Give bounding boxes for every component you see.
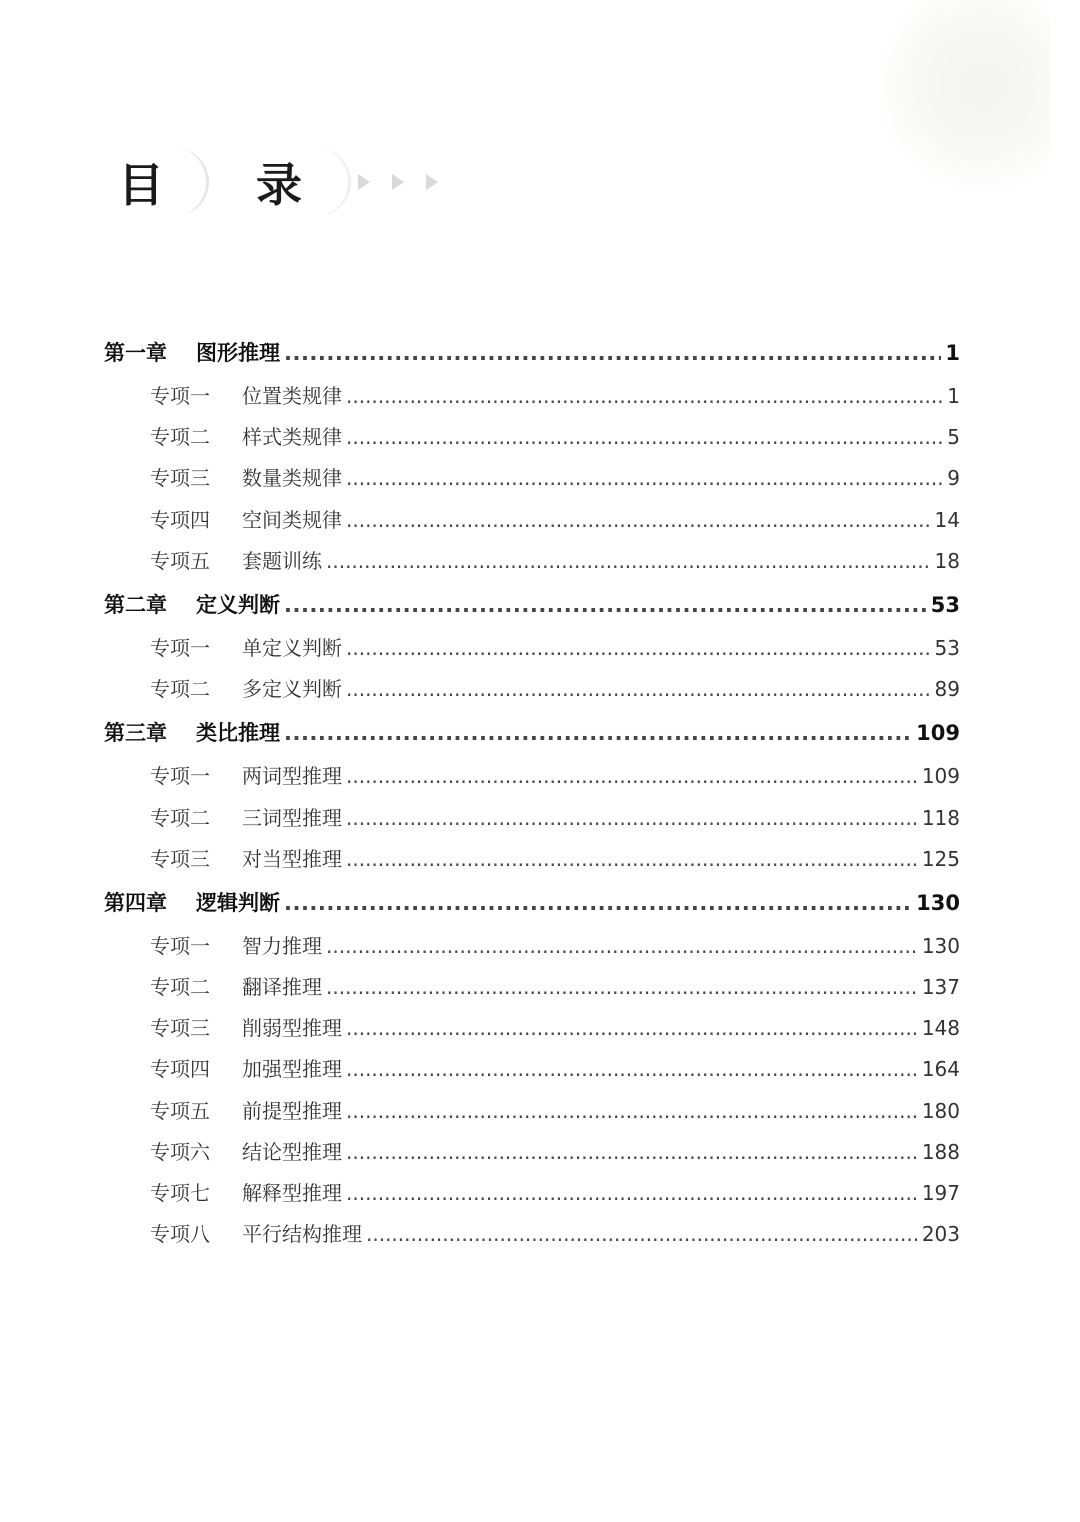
section-title: 加强型推理 — [242, 1057, 342, 1082]
section-number: 专项二 — [150, 805, 210, 830]
page-number: 53 — [930, 592, 960, 617]
section-title: 结论型推理 — [242, 1139, 342, 1164]
dot-leader — [346, 500, 931, 541]
toc-section[interactable] — [104, 458, 960, 499]
section-title: 多定义判断 — [242, 677, 342, 702]
page-number: 203 — [921, 1222, 960, 1247]
page-number: 130 — [916, 890, 960, 915]
section-title: 翻译推理 — [242, 975, 322, 1000]
title-char-2: 录 — [256, 158, 302, 212]
toc-section[interactable] — [104, 500, 960, 541]
dot-leader — [346, 1173, 918, 1214]
chapter-title: 图形推理 — [196, 341, 280, 365]
toc-chapter[interactable] — [104, 710, 960, 756]
dot-leader — [346, 839, 918, 880]
title-separator-2 — [302, 142, 332, 222]
chapter-number: 第一章 — [104, 341, 167, 365]
toc-section[interactable] — [104, 1091, 960, 1132]
dot-leader — [346, 756, 918, 797]
toc-section[interactable] — [104, 669, 960, 710]
page-number: 118 — [921, 805, 960, 830]
page-number: 130 — [921, 933, 960, 958]
arrow-decoration — [358, 174, 438, 190]
section-number: 专项六 — [150, 1139, 210, 1164]
page-number: 53 — [934, 635, 960, 660]
chapter-number: 第四章 — [104, 890, 167, 915]
dot-leader — [346, 458, 943, 499]
page-number: 1 — [947, 384, 960, 408]
arrow-right-icon — [358, 174, 370, 190]
section-title: 位置类规律 — [242, 384, 342, 408]
toc-chapter[interactable] — [104, 330, 960, 376]
toc-section[interactable] — [104, 1173, 960, 1214]
chapter-number: 第二章 — [104, 592, 167, 617]
section-number: 专项一 — [150, 635, 210, 660]
chapter-title: 逻辑判断 — [196, 890, 280, 915]
dot-leader — [346, 1091, 918, 1132]
section-number: 专项二 — [150, 677, 210, 702]
dot-leader — [366, 1214, 918, 1255]
toc-section[interactable] — [104, 417, 960, 458]
chapter-number: 第三章 — [104, 721, 167, 746]
page-number: 188 — [921, 1139, 960, 1164]
section-number: 专项一 — [150, 384, 210, 408]
toc-section[interactable] — [104, 1214, 960, 1255]
page-number: 137 — [921, 975, 960, 1000]
section-number: 专项四 — [150, 507, 210, 532]
section-number: 专项四 — [150, 1057, 210, 1082]
dot-leader — [346, 1008, 918, 1049]
dot-leader — [346, 376, 943, 417]
section-title: 两词型推理 — [242, 764, 342, 789]
toc-section[interactable] — [104, 756, 960, 797]
page-number: 197 — [921, 1181, 960, 1205]
dot-leader — [284, 880, 912, 926]
chapter-title: 定义判断 — [196, 592, 280, 617]
dot-leader — [346, 798, 918, 839]
section-title: 空间类规律 — [242, 507, 342, 532]
section-number: 专项一 — [150, 764, 210, 789]
section-number: 专项三 — [150, 1016, 210, 1041]
dot-leader — [346, 628, 931, 669]
page-number: 1 — [945, 341, 960, 365]
section-number: 专项三 — [150, 846, 210, 871]
page-number: 164 — [921, 1057, 960, 1082]
toc-section[interactable] — [104, 541, 960, 582]
section-number: 专项八 — [150, 1222, 210, 1247]
section-title: 解释型推理 — [242, 1181, 342, 1205]
toc-section[interactable] — [104, 967, 960, 1008]
title-char-1: 目 — [118, 158, 164, 212]
section-title: 削弱型推理 — [242, 1016, 342, 1041]
toc-section[interactable] — [104, 1008, 960, 1049]
page-number: 180 — [921, 1098, 960, 1123]
section-number: 专项一 — [150, 933, 210, 958]
section-title: 平行结构推理 — [242, 1222, 362, 1247]
section-title: 单定义判断 — [242, 635, 342, 660]
dot-leader — [284, 330, 941, 376]
dot-leader — [326, 541, 931, 582]
section-number: 专项三 — [150, 466, 210, 491]
toc-section[interactable] — [104, 926, 960, 967]
section-title: 智力推理 — [242, 933, 322, 958]
dot-leader — [346, 1132, 918, 1173]
section-title: 对当型推理 — [242, 846, 342, 871]
section-number: 专项五 — [150, 548, 210, 573]
dot-leader — [284, 582, 927, 628]
page-number: 14 — [934, 507, 960, 532]
page-number: 18 — [934, 548, 960, 573]
toc-section[interactable] — [104, 1132, 960, 1173]
toc-section[interactable] — [104, 376, 960, 417]
toc-chapter[interactable] — [104, 582, 960, 628]
section-title: 套题训练 — [242, 548, 322, 573]
section-title: 前提型推理 — [242, 1098, 342, 1123]
arrow-right-icon — [392, 174, 404, 190]
section-title: 三词型推理 — [242, 805, 342, 830]
section-number: 专项七 — [150, 1181, 210, 1205]
chapter-title: 类比推理 — [196, 721, 280, 746]
page-number: 5 — [947, 425, 960, 450]
toc-section[interactable] — [104, 839, 960, 880]
page-number: 148 — [921, 1016, 960, 1041]
arrow-right-icon — [426, 174, 438, 190]
dot-leader — [346, 417, 943, 458]
page-number: 109 — [921, 764, 960, 789]
toc-section[interactable] — [104, 628, 960, 669]
page-number: 109 — [916, 721, 960, 746]
dot-leader — [326, 967, 918, 1008]
arc-decoration-2 — [288, 148, 351, 216]
section-number: 专项二 — [150, 975, 210, 1000]
page-title — [118, 142, 438, 222]
section-title: 数量类规律 — [242, 466, 342, 491]
dot-leader — [346, 669, 931, 710]
dot-leader — [284, 710, 912, 756]
arc-decoration — [146, 148, 209, 216]
dot-leader — [326, 926, 918, 967]
section-number: 专项五 — [150, 1098, 210, 1123]
toc-chapter[interactable] — [104, 880, 960, 926]
dot-leader — [346, 1049, 918, 1090]
page-number: 9 — [947, 466, 960, 491]
page-number: 125 — [921, 846, 960, 871]
title-separator — [164, 142, 256, 222]
section-title: 样式类规律 — [242, 425, 342, 450]
page-number: 89 — [934, 677, 960, 702]
toc-section[interactable] — [104, 798, 960, 839]
section-number: 专项二 — [150, 425, 210, 450]
corner-decoration — [880, 0, 1050, 190]
toc-section[interactable] — [104, 1049, 960, 1090]
table-of-contents — [104, 330, 960, 1255]
